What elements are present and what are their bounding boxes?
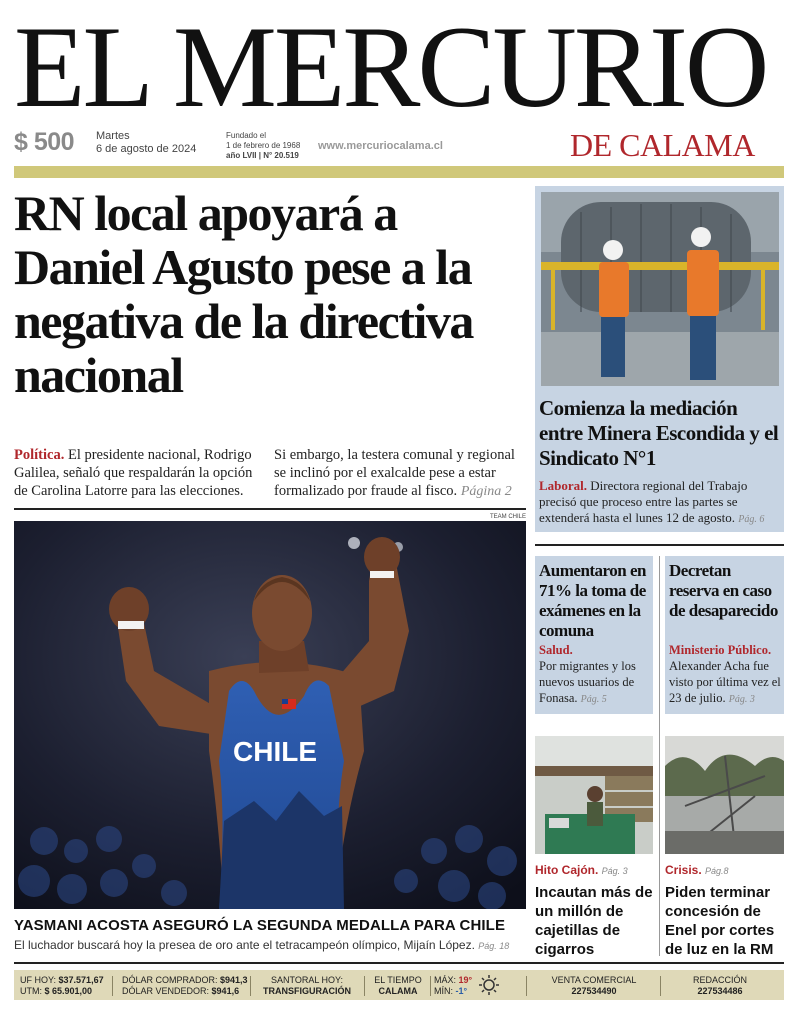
lead-page-ref[interactable]: Página 2 (460, 484, 512, 499)
santoral-value: TRANSFIGURACIÓN (263, 986, 351, 996)
side-top-page[interactable]: Pág. 6 (738, 514, 765, 525)
tiempo-city: CALAMA (378, 986, 418, 996)
redaccion-phone[interactable]: 227534486 (697, 986, 743, 996)
lead-divider (14, 508, 526, 510)
box-right-section: Ministerio Público. (669, 643, 772, 657)
power-lines-photo (665, 736, 784, 854)
ticker-sep (250, 976, 251, 996)
box-left-text (539, 642, 651, 708)
sun-icon (478, 974, 500, 999)
max-label: MÁX: (434, 975, 457, 985)
masthead-subtitle: DE CALAMA (570, 127, 755, 163)
santoral-label: SANTORAL HOY: (270, 975, 344, 985)
story-right-page[interactable]: Pág.8 (705, 866, 729, 876)
edition-number: año LVII | N° 20.519 (226, 151, 299, 160)
founded-line1: Fundado el (226, 131, 267, 140)
box-left-page[interactable]: Pág. 5 (580, 694, 607, 705)
ticker-dolar (122, 975, 248, 997)
issue-date (96, 130, 196, 156)
min-label: MÍN: (434, 986, 453, 996)
column-divider (659, 556, 660, 956)
wrestler-illustration (14, 521, 526, 909)
photo-caption-page[interactable]: Pág. 18 (478, 941, 510, 951)
side-top-headline[interactable]: Comienza la mediación entre Minera Escondida y el Sindicato N°1 (539, 396, 779, 470)
box-right-body: Alexander Acha fue visto por última vez el 23 de julio. (669, 659, 781, 705)
story-right-kicker (665, 863, 784, 877)
story-left-page[interactable]: Pág. 3 (601, 866, 628, 876)
dolar-v-label: DÓLAR VENDEDOR: (122, 986, 210, 996)
ticker-sep (364, 976, 365, 996)
max-value: 19° (458, 975, 473, 985)
masthead-rule (14, 166, 784, 178)
issue-day: Martes (96, 130, 130, 142)
side-top-body: Directora regional del Trabajo precisó que proceso entre las partes se extenderá hasta el lunes 12 de agosto. (539, 478, 748, 525)
box-left-body: Por migrantes y los nuevos usuarios de Fonasa. (539, 659, 636, 705)
story-left-section: Hito Cajón. (535, 863, 599, 877)
lead-body-right: Si embargo, la testera comunal y regional se inclinó por el exalcalde pese a estar formalizado por fraude al fisco. (274, 447, 515, 499)
photo-caption-title[interactable]: YASMANI ACOSTA ASEGURÓ LA SEGUNDA MEDALLA PARA CHILE (14, 917, 506, 934)
box-right-text (669, 642, 783, 708)
miners-photo (541, 192, 779, 386)
ticker-temp (434, 975, 472, 997)
story-right-section: Crisis. (665, 863, 702, 877)
website-link[interactable]: www.mercuriocalama.cl (318, 140, 443, 152)
ticker-sep (112, 976, 113, 996)
story-left-kicker (535, 863, 653, 877)
lead-text-left (14, 446, 266, 500)
tiempo-label: EL TIEMPO (374, 975, 422, 985)
lead-section: Política. (14, 447, 65, 463)
ticker-uf-utm (20, 975, 104, 997)
ticker-sep (430, 976, 431, 996)
power-lines-illustration (665, 736, 784, 854)
founded-line2: 1 de febrero de 1968 (226, 141, 301, 150)
wrestler-photo (14, 521, 526, 909)
ticker-sep (526, 976, 527, 996)
uf-label: UF HOY: (20, 975, 57, 985)
redaccion-label: REDACCIÓN (692, 975, 747, 985)
cigarettes-illustration (535, 736, 653, 854)
singlet-text: CHILE (233, 736, 317, 767)
ticker-tiempo (368, 975, 428, 997)
venta-label: VENTA COMERCIAL (551, 975, 637, 985)
ticker-venta (534, 975, 654, 997)
lead-headline[interactable]: RN local apoyará a Daniel Agusto pese a la negativa de la directiva nacional (14, 185, 473, 403)
info-ticker (14, 970, 784, 1000)
uf-value: $37.571,67 (58, 975, 104, 985)
dolar-c-label: DÓLAR COMPRADOR: (122, 975, 218, 985)
box-right-page[interactable]: Pág. 3 (728, 694, 755, 705)
utm-label: UTM: (20, 986, 42, 996)
lead-body-left: El presidente nacional, Rodrigo Galilea, señaló que respaldarán la opción de Carolina Latorre para las elecciones. (14, 447, 253, 499)
photo-credit: TEAM CHILE (490, 514, 527, 520)
box-left-section: Salud. (539, 643, 573, 657)
founded-info (226, 131, 300, 161)
bottom-rule (14, 962, 784, 964)
venta-phone[interactable]: 227534490 (571, 986, 617, 996)
dolar-v-value: $941,6 (211, 986, 240, 996)
story-left-headline[interactable]: Incautan más de un millón de cajetillas de cigarros (535, 884, 653, 958)
cigarettes-photo (535, 736, 653, 854)
min-value: -1° (455, 986, 468, 996)
ticker-sep (660, 976, 661, 996)
ticker-redaccion (664, 975, 776, 997)
lead-text-right (274, 446, 526, 501)
utm-value: $ 65.901,00 (44, 986, 93, 996)
photo-caption (14, 938, 526, 952)
side-top-text (539, 478, 783, 528)
miners-illustration (541, 192, 779, 386)
story-right-headline[interactable]: Piden terminar concesión de Enel por cortes de luz en la RM (665, 884, 775, 958)
box-left-headline[interactable]: Aumentaron en 71% la toma de exámenes en la comuna (539, 561, 646, 640)
side-top-section: Laboral. (539, 478, 588, 493)
ticker-santoral (254, 975, 360, 997)
dolar-c-value: $941,3 (220, 975, 248, 985)
box-right-headline[interactable]: Decretan reserva en caso de desaparecido (669, 561, 778, 620)
issue-date-text: 6 de agosto de 2024 (96, 143, 197, 155)
photo-caption-text: El luchador buscará hoy la presea de oro ante el tetracampeón olímpico, Mijaín López. (14, 938, 475, 952)
price-label: $ 500 (14, 128, 75, 156)
side-divider (535, 544, 784, 546)
masthead-title: EL MERCURIO (14, 14, 767, 122)
